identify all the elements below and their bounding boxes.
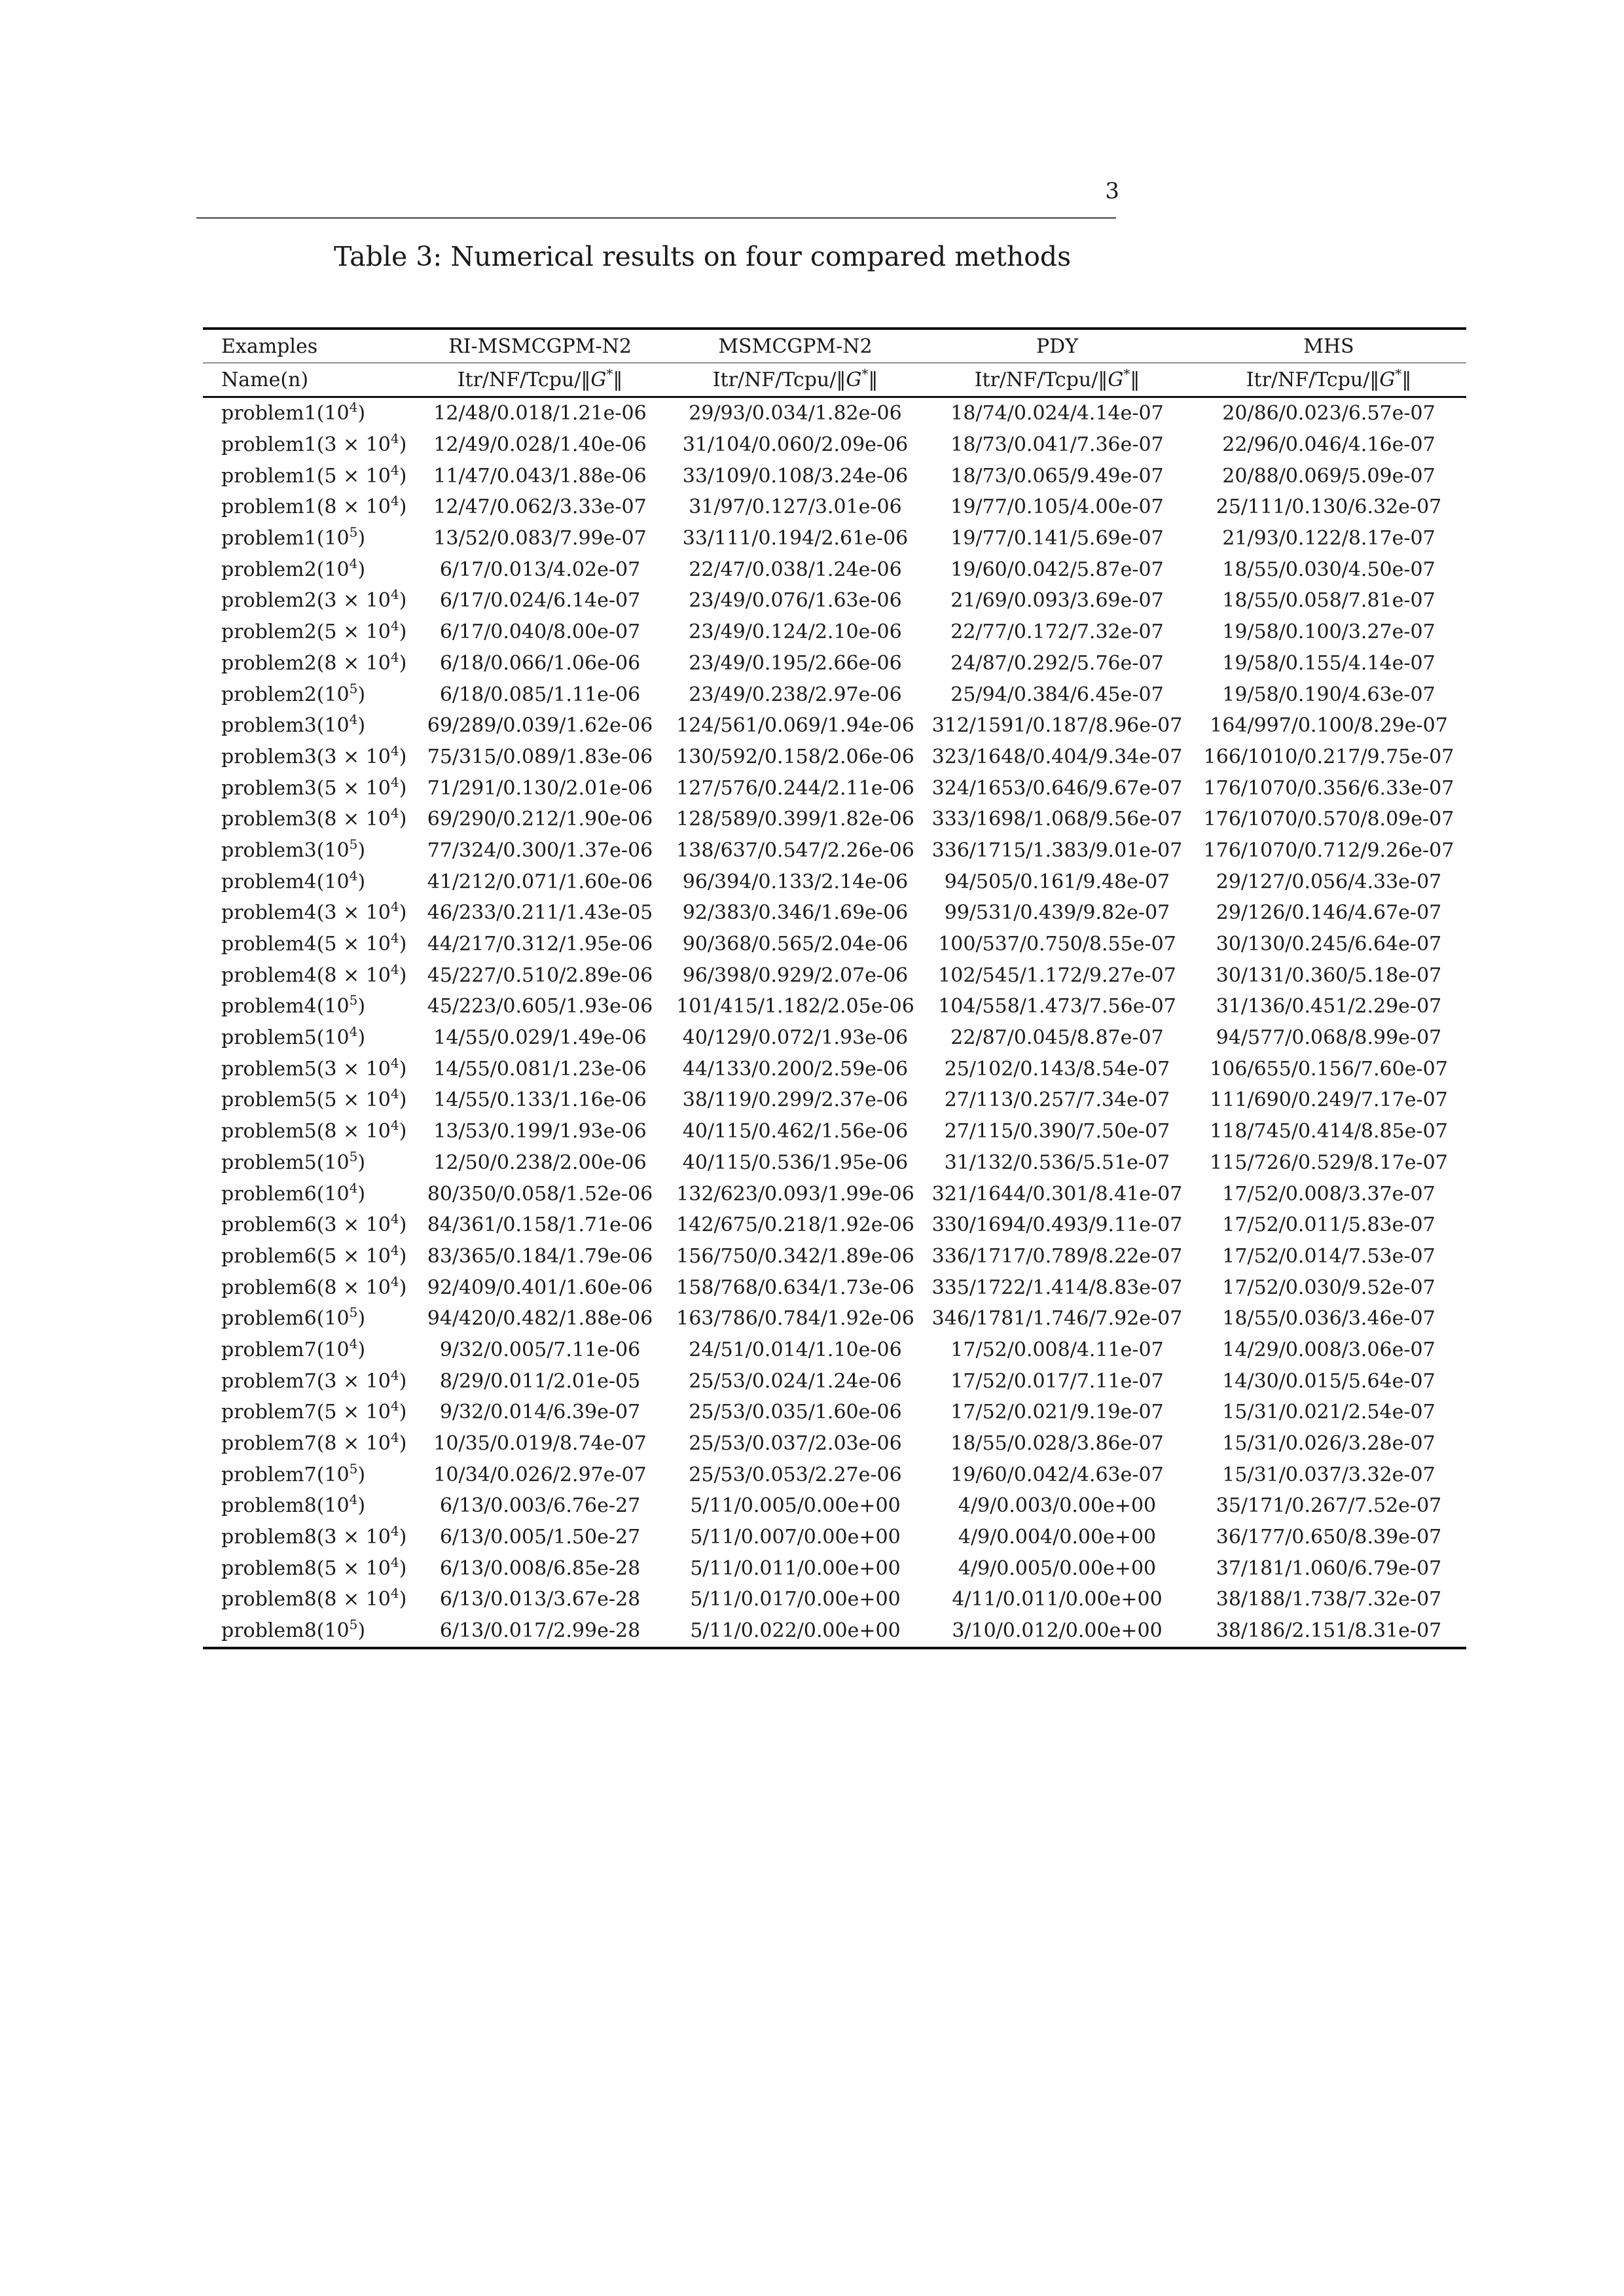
table-row — [203, 1615, 1466, 1648]
table-row — [203, 1459, 1466, 1490]
pdy-cell: 333/1698/1.068/9.56e-07 — [931, 808, 1183, 831]
pdy-cell: 18/73/0.065/9.49e-07 — [950, 464, 1164, 488]
problem-name-cell: problem5(5 × $10^4$) — [221, 1086, 407, 1112]
mhs-cell: 15/31/0.021/2.54e-07 — [1222, 1401, 1435, 1424]
pdy-cell: 19/77/0.141/5.69e-07 — [950, 527, 1164, 550]
table-row — [203, 804, 1466, 835]
table-row — [203, 710, 1466, 742]
msmcgpm-n2-cell: 96/398/0.929/2.07e-06 — [682, 963, 909, 987]
msmcgpm-n2-cell: 5/11/0.011/0.00e+00 — [690, 1556, 901, 1580]
msmcgpm-n2-cell: 23/49/0.124/2.10e-06 — [689, 620, 902, 644]
msmcgpm-n2-cell: 92/383/0.346/1.69e-06 — [682, 901, 909, 925]
problem-name-cell: $problem3(10^5)$ — [221, 836, 366, 862]
problem-name-cell: problem2(8 × $10^4$) — [221, 649, 407, 675]
mhs-cell: 118/745/0.414/8.85e-07 — [1210, 1120, 1448, 1143]
table-row — [203, 742, 1466, 773]
problem-name-cell: problem5(3 × $10^4$) — [221, 1054, 407, 1081]
problem-name-cell: problem2(3 × $10^4$) — [221, 586, 407, 613]
ri-msmcgpm-n2-cell: 9/32/0.005/7.11e-06 — [439, 1338, 641, 1361]
problem-name-cell: $problem8(10^5)$ — [203, 1615, 412, 1648]
ri-msmcgpm-n2-cell: 41/212/0.071/1.60e-06 — [427, 870, 653, 893]
table-row — [203, 1490, 1466, 1522]
ri-msmcgpm-n2-cell: 6/13/0.013/3.67e-28 — [439, 1588, 641, 1611]
msmcgpm-n2-cell: 5/11/0.022/0.00e+00 — [668, 1615, 923, 1648]
mhs-cell: 30/130/0.245/6.64e-07 — [1216, 933, 1442, 956]
mhs-cell: 18/55/0.036/3.46e-07 — [1222, 1307, 1435, 1331]
table-row — [203, 1522, 1466, 1553]
msmcgpm-n2-cell: 158/768/0.634/1.73e-06 — [676, 1276, 914, 1299]
problem-name-cell: problem1(3 × $10^4$) — [221, 431, 407, 457]
msmcgpm-n2-cell: 44/133/0.200/2.59e-06 — [682, 1057, 909, 1081]
problem-name-cell: problem3(8 × $10^4$) — [221, 805, 407, 831]
ri-msmcgpm-n2-cell: 12/48/0.018/1.21e-06 — [433, 402, 647, 425]
pdy-cell: 19/60/0.042/5.87e-07 — [950, 558, 1164, 581]
problem-name-cell: problem1(5 × $10^4$) — [221, 461, 407, 488]
mhs-cell: 115/726/0.529/8.17e-07 — [1210, 1151, 1448, 1174]
msmcgpm-n2-cell: 132/623/0.093/1.99e-06 — [676, 1182, 914, 1206]
ri-msmcgpm-n2-cell: 10/35/0.019/8.74e-07 — [433, 1432, 647, 1456]
mhs-cell: 22/96/0.046/4.16e-07 — [1222, 433, 1435, 457]
ri-msmcgpm-n2-cell: 11/47/0.043/1.88e-06 — [433, 464, 647, 488]
ri-msmcgpm-n2-cell: 45/227/0.510/2.89e-06 — [427, 963, 653, 987]
pdy-cell: 321/1644/0.301/8.41e-07 — [931, 1182, 1183, 1206]
problem-name-cell: $problem4(10^5)$ — [221, 992, 366, 1018]
mhs-cell: 37/181/1.060/6.79e-07 — [1216, 1556, 1442, 1580]
ri-msmcgpm-n2-cell: 12/50/0.238/2.00e-06 — [433, 1151, 647, 1174]
pdy-cell: 21/69/0.093/3.69e-07 — [950, 589, 1164, 613]
pdy-cell: 4/9/0.005/0.00e+00 — [958, 1556, 1157, 1580]
msmcgpm-n2-cell: 24/51/0.014/1.10e-06 — [689, 1338, 902, 1361]
msmcgpm-n2-cell: 25/53/0.053/2.27e-06 — [689, 1463, 902, 1486]
pdy-cell: 104/558/1.473/7.56e-07 — [938, 995, 1176, 1018]
ri-msmcgpm-n2-cell: 92/409/0.401/1.60e-06 — [427, 1276, 653, 1299]
pdy-cell: 18/55/0.028/3.86e-07 — [950, 1432, 1164, 1456]
pdy-cell: 312/1591/0.187/8.96e-07 — [931, 714, 1183, 738]
ri-msmcgpm-n2-cell: 46/233/0.211/1.43e-05 — [427, 901, 653, 925]
msmcgpm-n2-cell: 101/415/1.182/2.05e-06 — [676, 995, 914, 1018]
mhs-cell: 176/1070/0.712/9.26e-07 — [1203, 838, 1454, 862]
table-row — [203, 835, 1466, 867]
mhs-cell: 29/127/0.056/4.33e-07 — [1216, 870, 1442, 893]
problem-name-cell: $problem5(10^4)$ — [221, 1024, 366, 1050]
msmcgpm-n2-cell: 22/47/0.038/1.24e-06 — [689, 558, 902, 581]
ri-msmcgpm-n2-cell: 83/365/0.184/1.79e-06 — [427, 1244, 653, 1268]
problem-name-cell: $problem1(10^4)$ — [221, 399, 366, 425]
mhs-cell: 31/136/0.451/2.29e-07 — [1216, 995, 1442, 1018]
ri-msmcgpm-n2-cell: 6/13/0.003/6.76e-27 — [439, 1494, 641, 1518]
msmcgpm-n2-cell: 90/368/0.565/2.04e-06 — [682, 933, 909, 956]
msmcgpm-n2-cell: 142/675/0.218/1.92e-06 — [676, 1213, 914, 1237]
pdy-cell: 31/132/0.536/5.51e-07 — [944, 1151, 1170, 1174]
pdy-cell: 17/52/0.008/4.11e-07 — [950, 1338, 1164, 1361]
ri-msmcgpm-n2-cell: 12/47/0.062/3.33e-07 — [433, 495, 647, 519]
mhs-cell: 166/1010/0.217/9.75e-07 — [1203, 745, 1454, 768]
problem-name-cell: problem5(8 × $10^4$) — [221, 1117, 407, 1143]
pdy-cell: 99/531/0.439/9.82e-07 — [944, 901, 1170, 925]
problem-name-cell: $problem5(10^5)$ — [221, 1148, 366, 1174]
problem-name-cell: $problem7(10^4)$ — [221, 1335, 366, 1361]
msmcgpm-n2-cell: 5/11/0.005/0.00e+00 — [690, 1494, 901, 1518]
table-row — [203, 1428, 1466, 1460]
table-row — [203, 991, 1466, 1022]
table-row — [203, 1085, 1466, 1116]
ri-msmcgpm-n2-cell: 6/18/0.085/1.11e-06 — [439, 683, 641, 706]
msmcgpm-n2-cell: 25/53/0.037/2.03e-06 — [689, 1432, 902, 1456]
msmcgpm-n2-cell: 33/109/0.108/3.24e-06 — [682, 464, 909, 488]
pdy-cell: 27/115/0.390/7.50e-07 — [944, 1120, 1170, 1143]
mhs-cell: 19/58/0.190/4.63e-07 — [1222, 683, 1435, 706]
table-row — [203, 554, 1466, 585]
ri-msmcgpm-n2-cell: 6/18/0.066/1.06e-06 — [439, 651, 641, 675]
ri-msmcgpm-n2-cell: 8/29/0.011/2.01e-05 — [439, 1369, 641, 1393]
table-row — [203, 460, 1466, 492]
mhs-cell: 15/31/0.037/3.32e-07 — [1222, 1463, 1435, 1486]
problem-name-cell: problem3(3 × $10^4$) — [221, 742, 407, 768]
problem-name-cell: $problem8(10^4)$ — [221, 1492, 366, 1518]
mhs-cell: 19/58/0.100/3.27e-07 — [1222, 620, 1435, 644]
pdy-cell: 25/102/0.143/8.54e-07 — [944, 1057, 1170, 1081]
ri-msmcgpm-n2-cell: 69/290/0.212/1.90e-06 — [427, 808, 653, 831]
mhs-cell: 18/55/0.030/4.50e-07 — [1222, 558, 1435, 581]
problem-name-cell: $problem7(10^5)$ — [221, 1460, 366, 1486]
msmcgpm-n2-cell: 40/115/0.536/1.95e-06 — [682, 1151, 909, 1174]
problem-name-cell: problem2(5 × $10^4$) — [221, 618, 407, 644]
pdy-cell: 27/113/0.257/7.34e-07 — [944, 1088, 1170, 1112]
pdy-cell: 25/94/0.384/6.45e-07 — [950, 683, 1164, 706]
table-row — [203, 1552, 1466, 1584]
page-number: 3 — [1105, 178, 1119, 204]
table-row — [203, 1116, 1466, 1147]
mhs-cell: 111/690/0.249/7.17e-07 — [1210, 1088, 1448, 1112]
mhs-cell: 25/111/0.130/6.32e-07 — [1216, 495, 1442, 519]
problem-name-cell: $problem6(10^4)$ — [221, 1179, 366, 1206]
pdy-cell: 18/74/0.024/4.14e-07 — [950, 402, 1164, 425]
mhs-cell: 38/188/1.738/7.32e-07 — [1216, 1588, 1442, 1611]
pdy-cell: 346/1781/1.746/7.92e-07 — [931, 1307, 1183, 1331]
ri-msmcgpm-n2-cell: 45/223/0.605/1.93e-06 — [427, 995, 653, 1018]
msmcgpm-n2-cell: 29/93/0.034/1.82e-06 — [689, 402, 902, 425]
mhs-cell: 18/55/0.058/7.81e-07 — [1222, 589, 1435, 613]
ri-msmcgpm-n2-cell: 14/55/0.081/1.23e-06 — [433, 1057, 647, 1081]
msmcgpm-n2-cell: 31/97/0.127/3.01e-06 — [689, 495, 902, 519]
pdy-cell: 100/537/0.750/8.55e-07 — [938, 933, 1176, 956]
header-rule — [196, 217, 1116, 219]
problem-name-cell: problem8(8 × $10^4$) — [221, 1585, 407, 1611]
mhs-cell: 19/58/0.155/4.14e-07 — [1222, 651, 1435, 675]
table-row — [203, 397, 1466, 429]
header-examples: Examples — [203, 329, 412, 363]
problem-name-cell: problem3(5 × $10^4$) — [221, 774, 407, 800]
table-row — [203, 1022, 1466, 1054]
pdy-cell: 323/1648/0.404/9.34e-07 — [931, 745, 1183, 768]
mhs-cell: 17/52/0.008/3.37e-07 — [1222, 1182, 1435, 1206]
msmcgpm-n2-cell: 38/119/0.299/2.37e-06 — [682, 1088, 909, 1112]
pdy-cell: 24/87/0.292/5.76e-07 — [950, 651, 1164, 675]
mhs-cell: 106/655/0.156/7.60e-07 — [1210, 1057, 1448, 1081]
mhs-cell: 94/577/0.068/8.99e-07 — [1216, 1026, 1442, 1050]
mhs-cell: 164/997/0.100/8.29e-07 — [1210, 714, 1448, 738]
pdy-cell: 19/60/0.042/4.63e-07 — [950, 1463, 1164, 1486]
problem-name-cell: $problem6(10^5)$ — [221, 1304, 366, 1331]
table-row — [203, 617, 1466, 648]
msmcgpm-n2-cell: 5/11/0.017/0.00e+00 — [690, 1588, 901, 1611]
pdy-cell: 4/11/0.011/0.00e+00 — [952, 1588, 1163, 1611]
table-row — [203, 492, 1466, 523]
msmcgpm-n2-cell: 40/115/0.462/1.56e-06 — [682, 1120, 909, 1143]
ri-msmcgpm-n2-cell: 71/291/0.130/2.01e-06 — [427, 776, 653, 800]
header-row-metrics — [203, 363, 1466, 397]
ri-msmcgpm-n2-cell: 69/289/0.039/1.62e-06 — [427, 714, 653, 738]
problem-name-cell: problem6(3 × $10^4$) — [221, 1211, 407, 1237]
msmcgpm-n2-cell: 156/750/0.342/1.89e-06 — [676, 1244, 914, 1268]
table-row — [203, 1178, 1466, 1210]
pdy-cell: 3/10/0.012/0.00e+00 — [923, 1615, 1191, 1648]
header-metric: Itr/NF/Tcpu/‖G*‖ — [1191, 363, 1466, 397]
table-row — [203, 866, 1466, 897]
results-table-container — [203, 327, 1466, 1649]
table-row — [203, 1241, 1466, 1272]
pdy-cell: 336/1717/0.789/8.22e-07 — [931, 1244, 1183, 1268]
problem-name-cell: problem7(5 × $10^4$) — [221, 1398, 407, 1424]
table-row — [203, 523, 1466, 554]
table-row — [203, 1365, 1466, 1397]
ri-msmcgpm-n2-cell: 6/17/0.024/6.14e-07 — [439, 589, 641, 613]
header-row-methods — [203, 329, 1466, 363]
msmcgpm-n2-cell: 25/53/0.024/1.24e-06 — [689, 1369, 902, 1393]
table-row — [203, 929, 1466, 960]
table-row — [203, 1303, 1466, 1335]
pdy-cell: 336/1715/1.383/9.01e-07 — [931, 838, 1183, 862]
problem-name-cell: problem4(8 × $10^4$) — [221, 961, 407, 987]
mhs-cell: 38/186/2.151/8.31e-07 — [1191, 1615, 1466, 1648]
problem-name-cell: problem8(5 × $10^4$) — [221, 1554, 407, 1580]
table-row — [203, 679, 1466, 710]
header-ri-msmcgpm-n2: RI-MSMCGPM-N2 — [412, 329, 668, 363]
pdy-cell: 19/77/0.105/4.00e-07 — [950, 495, 1164, 519]
table-row — [203, 772, 1466, 804]
pdy-cell: 335/1722/1.414/8.83e-07 — [931, 1276, 1183, 1299]
mhs-cell: 14/30/0.015/5.64e-07 — [1222, 1369, 1435, 1393]
ri-msmcgpm-n2-cell: 6/13/0.005/1.50e-27 — [439, 1526, 641, 1549]
msmcgpm-n2-cell: 40/129/0.072/1.93e-06 — [682, 1026, 909, 1050]
problem-name-cell: problem7(3 × $10^4$) — [221, 1367, 407, 1393]
ri-msmcgpm-n2-cell: 9/32/0.014/6.39e-07 — [439, 1401, 641, 1424]
msmcgpm-n2-cell: 31/104/0.060/2.09e-06 — [682, 433, 909, 457]
table-row — [203, 1053, 1466, 1085]
ri-msmcgpm-n2-cell: 6/17/0.013/4.02e-07 — [439, 558, 641, 581]
table-row — [203, 897, 1466, 929]
mhs-cell: 17/52/0.011/5.83e-07 — [1222, 1213, 1435, 1237]
ri-msmcgpm-n2-cell: 77/324/0.300/1.37e-06 — [427, 838, 653, 862]
header-msmcgpm-n2: MSMCGPM-N2 — [668, 329, 923, 363]
pdy-cell: 22/87/0.045/8.87e-07 — [950, 1026, 1164, 1050]
header-metric: Itr/NF/Tcpu/‖G*‖ — [668, 363, 923, 397]
results-table — [203, 327, 1466, 1649]
header-metric: Itr/NF/Tcpu/‖G*‖ — [412, 363, 668, 397]
ri-msmcgpm-n2-cell: 94/420/0.482/1.88e-06 — [427, 1307, 653, 1331]
problem-name-cell: problem7(8 × $10^4$) — [221, 1429, 407, 1456]
msmcgpm-n2-cell: 163/786/0.784/1.92e-06 — [676, 1307, 914, 1331]
ri-msmcgpm-n2-cell: 44/217/0.312/1.95e-06 — [427, 933, 653, 956]
header-name-n: Name(n) — [203, 363, 412, 397]
msmcgpm-n2-cell: 128/589/0.399/1.82e-06 — [676, 808, 914, 831]
ri-msmcgpm-n2-cell: 12/49/0.028/1.40e-06 — [433, 433, 647, 457]
ri-msmcgpm-n2-cell: 10/34/0.026/2.97e-07 — [433, 1463, 647, 1486]
table-row — [203, 1584, 1466, 1615]
msmcgpm-n2-cell: 23/49/0.195/2.66e-06 — [689, 651, 902, 675]
problem-name-cell: $problem2(10^5)$ — [221, 680, 366, 706]
ri-msmcgpm-n2-cell: 6/13/0.017/2.99e-28 — [412, 1615, 668, 1648]
pdy-cell: 94/505/0.161/9.48e-07 — [944, 870, 1170, 893]
table-row — [203, 1210, 1466, 1241]
table-row — [203, 1272, 1466, 1303]
msmcgpm-n2-cell: 23/49/0.238/2.97e-06 — [689, 683, 902, 706]
pdy-cell: 102/545/1.172/9.27e-07 — [938, 963, 1176, 987]
ri-msmcgpm-n2-cell: 80/350/0.058/1.52e-06 — [427, 1182, 653, 1206]
header-pdy: PDY — [923, 329, 1191, 363]
table-row — [203, 585, 1466, 617]
ri-msmcgpm-n2-cell: 75/315/0.089/1.83e-06 — [427, 745, 653, 768]
mhs-cell: 176/1070/0.570/8.09e-07 — [1203, 808, 1454, 831]
msmcgpm-n2-cell: 124/561/0.069/1.94e-06 — [676, 714, 914, 738]
problem-name-cell: problem4(5 × $10^4$) — [221, 930, 407, 956]
mhs-cell: 15/31/0.026/3.28e-07 — [1222, 1432, 1435, 1456]
table-row — [203, 960, 1466, 991]
msmcgpm-n2-cell: 130/592/0.158/2.06e-06 — [676, 745, 914, 768]
ri-msmcgpm-n2-cell: 6/17/0.040/8.00e-07 — [439, 620, 641, 644]
header-mhs: MHS — [1191, 329, 1466, 363]
mhs-cell: 36/177/0.650/8.39e-07 — [1216, 1526, 1442, 1549]
msmcgpm-n2-cell: 127/576/0.244/2.11e-06 — [676, 776, 914, 800]
problem-name-cell: problem8(3 × $10^4$) — [221, 1523, 407, 1549]
msmcgpm-n2-cell: 138/637/0.547/2.26e-06 — [676, 838, 914, 862]
msmcgpm-n2-cell: 96/394/0.133/2.14e-06 — [682, 870, 909, 893]
problem-name-cell: $problem4(10^4)$ — [221, 867, 366, 893]
problem-name-cell: $problem2(10^4)$ — [221, 555, 366, 581]
ri-msmcgpm-n2-cell: 14/55/0.133/1.16e-06 — [433, 1088, 647, 1112]
problem-name-cell: problem1(8 × $10^4$) — [221, 493, 407, 519]
table-body — [203, 397, 1466, 1648]
ri-msmcgpm-n2-cell: 6/13/0.008/6.85e-28 — [439, 1556, 641, 1580]
mhs-cell: 21/93/0.122/8.17e-07 — [1222, 527, 1435, 550]
table-row — [203, 1335, 1466, 1366]
msmcgpm-n2-cell: 25/53/0.035/1.60e-06 — [689, 1401, 902, 1424]
table-row — [203, 648, 1466, 679]
pdy-cell: 324/1653/0.646/9.67e-07 — [931, 776, 1183, 800]
problem-name-cell: problem4(3 × $10^4$) — [221, 899, 407, 925]
header-metric: Itr/NF/Tcpu/‖G*‖ — [923, 363, 1191, 397]
ri-msmcgpm-n2-cell: 13/52/0.083/7.99e-07 — [433, 527, 647, 550]
mhs-cell: 20/88/0.069/5.09e-07 — [1222, 464, 1435, 488]
mhs-cell: 176/1070/0.356/6.33e-07 — [1203, 776, 1454, 800]
msmcgpm-n2-cell: 5/11/0.007/0.00e+00 — [690, 1526, 901, 1549]
mhs-cell: 30/131/0.360/5.18e-07 — [1216, 963, 1442, 987]
problem-name-cell: $problem3(10^4)$ — [221, 711, 366, 738]
table-row — [203, 1397, 1466, 1428]
pdy-cell: 18/73/0.041/7.36e-07 — [950, 433, 1164, 457]
ri-msmcgpm-n2-cell: 13/53/0.199/1.93e-06 — [433, 1120, 647, 1143]
pdy-cell: 4/9/0.004/0.00e+00 — [958, 1526, 1157, 1549]
table-caption: Table 3: Numerical results on four compared methods — [334, 241, 1072, 272]
ri-msmcgpm-n2-cell: 84/361/0.158/1.71e-06 — [427, 1213, 653, 1237]
mhs-cell: 14/29/0.008/3.06e-07 — [1222, 1338, 1435, 1361]
pdy-cell: 17/52/0.021/9.19e-07 — [950, 1401, 1164, 1424]
mhs-cell: 29/126/0.146/4.67e-07 — [1216, 901, 1442, 925]
pdy-cell: 4/9/0.003/0.00e+00 — [958, 1494, 1157, 1518]
problem-name-cell: $problem1(10^5)$ — [221, 524, 366, 550]
msmcgpm-n2-cell: 23/49/0.076/1.63e-06 — [689, 589, 902, 613]
problem-name-cell: problem6(5 × $10^4$) — [221, 1242, 407, 1268]
pdy-cell: 22/77/0.172/7.32e-07 — [950, 620, 1164, 644]
msmcgpm-n2-cell: 33/111/0.194/2.61e-06 — [682, 527, 909, 550]
mhs-cell: 20/86/0.023/6.57e-07 — [1222, 402, 1435, 425]
mhs-cell: 17/52/0.030/9.52e-07 — [1222, 1276, 1435, 1299]
pdy-cell: 17/52/0.017/7.11e-07 — [950, 1369, 1164, 1393]
mhs-cell: 17/52/0.014/7.53e-07 — [1222, 1244, 1435, 1268]
ri-msmcgpm-n2-cell: 14/55/0.029/1.49e-06 — [433, 1026, 647, 1050]
mhs-cell: 35/171/0.267/7.52e-07 — [1216, 1494, 1442, 1518]
pdy-cell: 330/1694/0.493/9.11e-07 — [931, 1213, 1183, 1237]
problem-name-cell: problem6(8 × $10^4$) — [221, 1273, 407, 1299]
table-row — [203, 429, 1466, 461]
table-row — [203, 1147, 1466, 1179]
